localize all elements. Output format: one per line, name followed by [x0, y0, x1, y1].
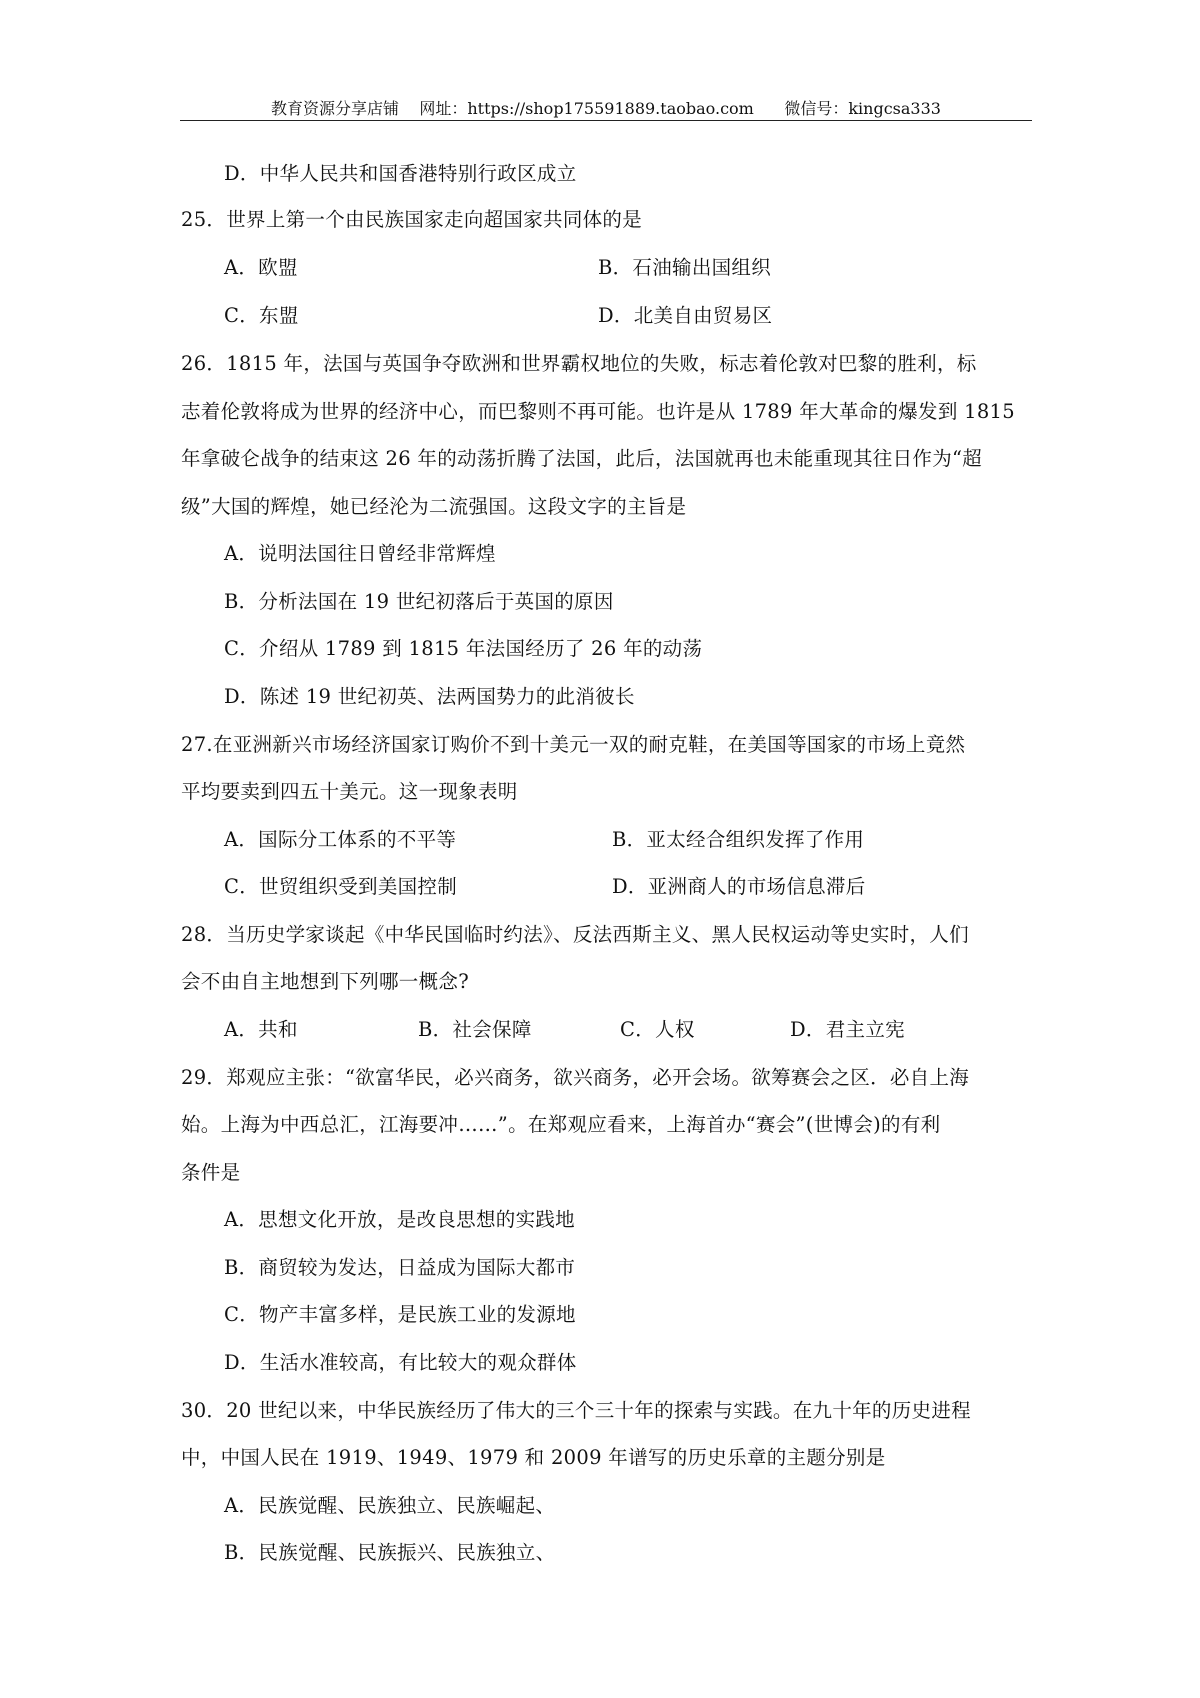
q25-option-b: B．石油输出国组织 [598, 256, 772, 279]
q29-option-b: B．商贸较为发达，日益成为国际大都市 [224, 1256, 576, 1279]
q28-option-d: D．君主立宪 [790, 1018, 905, 1041]
header-website-label: 网址： [419, 99, 468, 118]
page-header [180, 96, 1032, 119]
q28-option-b: B．社会保障 [418, 1018, 532, 1041]
q25-stem: 25．世界上第一个由民族国家走向超国家共同体的是 [181, 208, 643, 231]
q28-stem-line-1: 28．当历史学家谈起《中华民国临时约法》、反法西斯主义、黑人民权运动等史实时，人们 [181, 923, 969, 946]
q29-option-a: A．思想文化开放，是改良思想的实践地 [224, 1208, 575, 1231]
q29-option-d: D．生活水准较高，有比较大的观众群体 [224, 1351, 577, 1374]
q30-stem-line-1: 30．20 世纪以来，中华民族经历了伟大的三个三十年的探索与实践。在九十年的历史进程 [181, 1399, 971, 1422]
q26-stem-line-1: 26．1815 年，法国与英国争夺欧洲和世界霸权地位的失败，标志着伦敦对巴黎的胜利，标 [181, 352, 977, 375]
q30-option-b: B．民族觉醒、民族振兴、民族独立、 [224, 1541, 556, 1564]
header-shop: 教育资源分享店铺 [271, 99, 400, 118]
q30-stem-line-2: 中，中国人民在 1919、1949、1979 和 2009 年谱写的历史乐章的主题分别是 [181, 1446, 886, 1469]
q27-option-c: C．世贸组织受到美国控制 [224, 875, 458, 898]
q27-stem-line-1: 27.在亚洲新兴市场经济国家订购价不到十美元一双的耐克鞋，在美国等国家的市场上竟然 [181, 733, 966, 756]
q26-stem-line-4: 级”大国的辉煌，她已经沦为二流强国。这段文字的主旨是 [181, 495, 687, 518]
q27-option-d: D．亚洲商人的市场信息滞后 [612, 875, 866, 898]
q30-option-a: A．民族觉醒、民族独立、民族崛起、 [224, 1494, 556, 1517]
q27-stem-line-2: 平均要卖到四五十美元。这一现象表明 [181, 780, 518, 803]
q27-option-a: A．国际分工体系的不平等 [224, 828, 457, 851]
q26-option-c: C．介绍从 1789 到 1815 年法国经历了 26 年的动荡 [224, 637, 703, 660]
q26-option-b: B．分析法国在 19 世纪初落后于英国的原因 [224, 590, 614, 613]
q25-option-a: A．欧盟 [224, 256, 298, 279]
q26-option-d: D．陈述 19 世纪初英、法两国势力的此消彼长 [224, 685, 635, 708]
q26-stem-line-2: 志着伦敦将成为世界的经济中心，而巴黎则不再可能。也许是从 1789 年大革命的爆发到 1815 [181, 400, 1015, 423]
q28-option-c: C．人权 [620, 1018, 695, 1041]
header-wechat: 微信号：kingcsa333 [784, 99, 941, 118]
q29-stem-line-1: 29．郑观应主张：“欲富华民，必兴商务，欲兴商务，必开会场。欲筹赛会之区．必自上海 [181, 1066, 970, 1089]
q29-stem-line-2: 始。上海为中西总汇，江海要冲……”。在郑观应看来，上海首办“赛会”(世博会)的有利 [181, 1113, 941, 1136]
q25-option-c: C．东盟 [224, 304, 299, 327]
q29-stem-line-3: 条件是 [181, 1161, 241, 1184]
q25-option-d: D．北美自由贸易区 [598, 304, 773, 327]
q26-stem-line-3: 年拿破仑战争的结束这 26 年的动荡折腾了法国，此后，法国就再也未能重现其往日作为“超 [181, 447, 983, 470]
header-website-link[interactable]: https://shop175591889.taobao.com [467, 99, 754, 118]
q29-option-c: C．物产丰富多样，是民族工业的发源地 [224, 1303, 576, 1326]
q27-option-b: B．亚太经合组织发挥了作用 [612, 828, 865, 851]
q24-option-d: D．中华人民共和国香港特别行政区成立 [224, 162, 577, 185]
header-divider [180, 120, 1032, 121]
q26-option-a: A．说明法国往日曾经非常辉煌 [224, 542, 496, 565]
q28-option-a: A．共和 [224, 1018, 298, 1041]
q28-stem-line-2: 会不由自主地想到下列哪一概念? [181, 970, 469, 993]
